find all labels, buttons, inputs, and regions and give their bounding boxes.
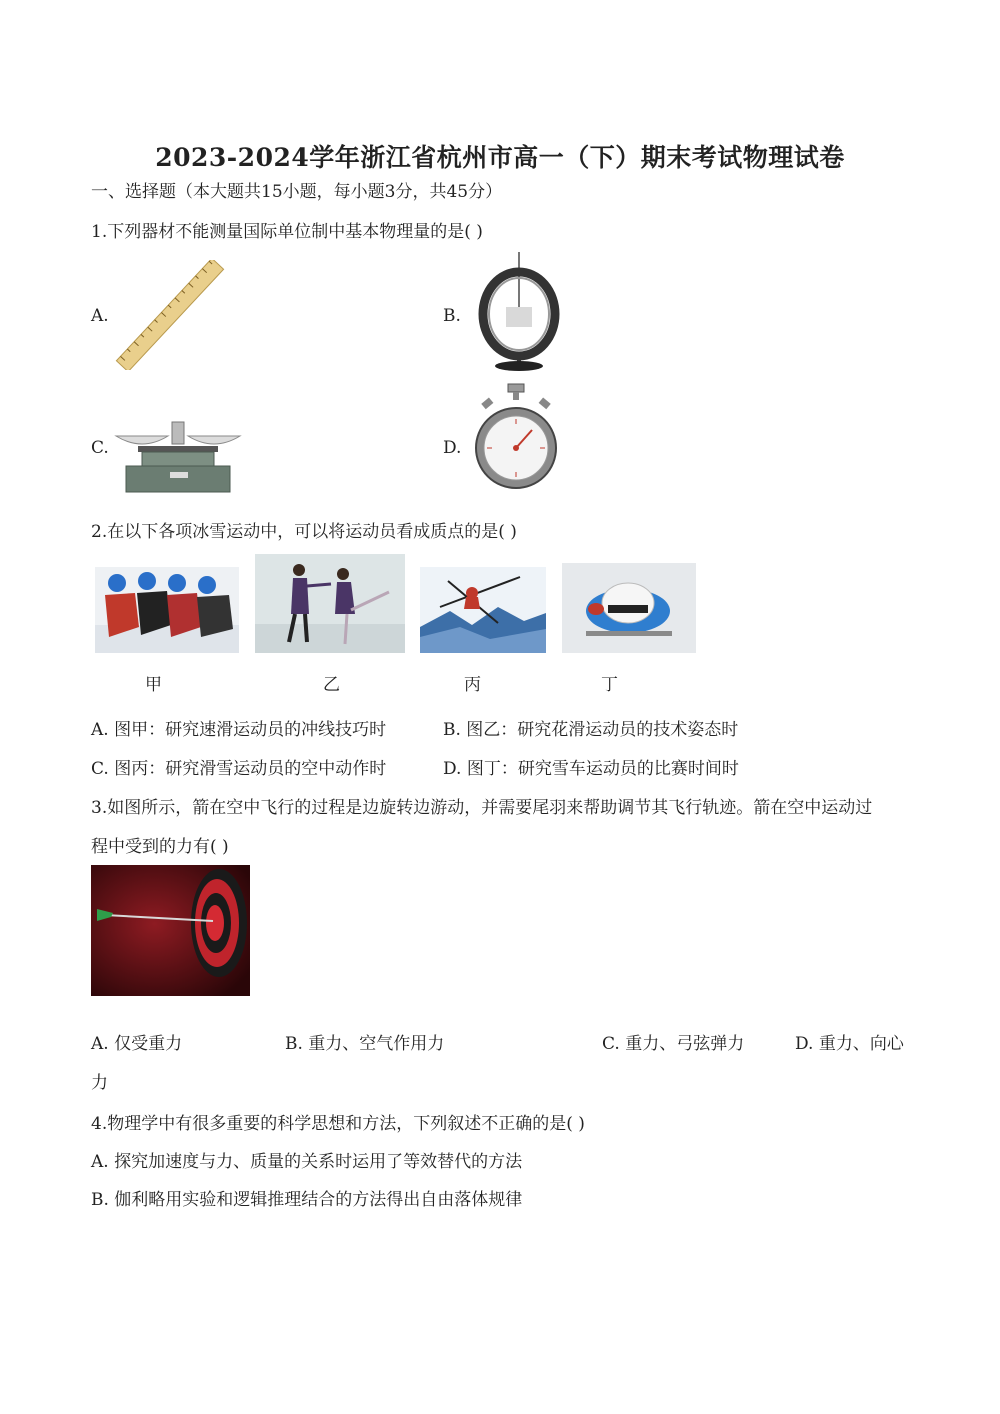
q3-option-a: A. 仅受重力 [91,1034,183,1054]
figure-skaters-image [255,554,405,653]
q1-option-d-label: D. [443,438,462,458]
q2-option-b: B. 图乙：研究花滑运动员的技术姿态时 [443,720,739,740]
balance-scale-image [112,418,244,498]
q1-option-a-label: A. [91,306,109,326]
q2-stem: 2.在以下各项冰雪运动中，可以将运动员看成质点的是( ) [91,522,517,542]
q2-caption-ding: 丁 [601,675,618,695]
q4-stem: 4.物理学中有很多重要的科学思想和方法，下列叙述不正确的是( ) [91,1114,585,1134]
arrow-target-image [91,865,250,996]
q2-caption-bing: 丙 [464,675,481,695]
q2-caption-jia: 甲 [145,675,162,695]
q1-stem: 1.下列器材不能测量国际单位制中基本物理量的是( ) [91,222,483,242]
ruler-image [110,260,230,370]
exam-title: 2023-2024学年浙江省杭州市高一（下）期末考试物理试卷 [155,143,845,172]
q4-option-a: A. 探究加速度与力、质量的关系时运用了等效替代的方法 [91,1152,523,1172]
skeleton-sled-image [562,563,696,653]
q3-option-b: B. 重力、空气作用力 [285,1034,445,1054]
q2-option-d: D. 图丁：研究雪车运动员的比赛时间时 [443,759,739,779]
q3-stem-line2: 程中受到的力有( ) [91,837,229,857]
q3-option-d-continued: 力 [91,1073,108,1093]
stopwatch-image [474,382,558,498]
q3-stem-line1: 3.如图所示，箭在空中飞行的过程是边旋转边游动，并需要尾羽来帮助调节其飞行轨迹。箭在空中运动过 [91,798,873,818]
gravitation-ring-image [474,252,564,372]
speed-skaters-image [95,567,239,653]
q4-option-b: B. 伽利略用实验和逻辑推理结合的方法得出自由落体规律 [91,1190,523,1210]
q1-option-c-label: C. [91,438,109,458]
section-heading: 一、选择题（本大题共15小题，每小题3分，共45分） [91,182,503,202]
q3-option-d: D. 重力、向心 [795,1034,904,1054]
q3-option-c: C. 重力、弓弦弹力 [602,1034,745,1054]
q2-caption-yi: 乙 [323,675,340,695]
ski-jumper-image [420,567,546,653]
q2-option-c: C. 图丙：研究滑雪运动员的空中动作时 [91,759,387,779]
q1-option-b-label: B. [443,306,461,326]
q2-option-a: A. 图甲：研究速滑运动员的冲线技巧时 [91,720,387,740]
